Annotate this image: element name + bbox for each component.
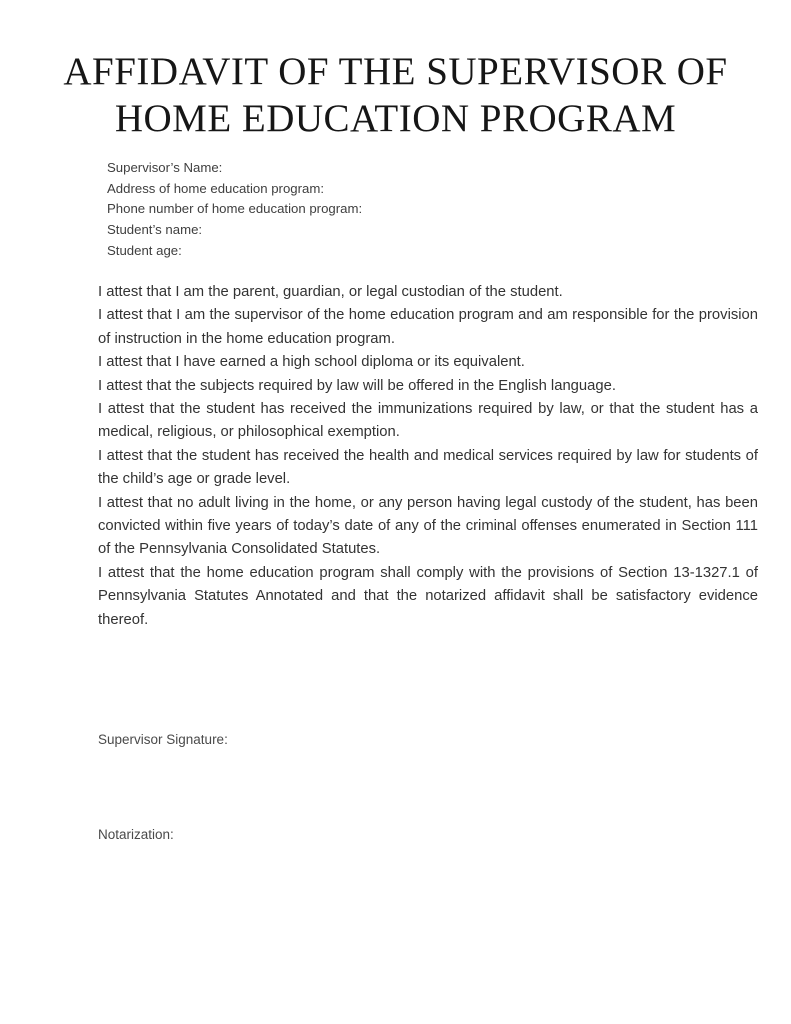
attestation-paragraph: I attest that I am the supervisor of the home education program and am responsible for the provision of instruction in the home education program.: [98, 307, 758, 347]
page-title-line-1: AFFIDAVIT OF THE SUPERVISOR OF: [63, 50, 728, 93]
field-label-student-age: Student age:: [107, 242, 182, 258]
field-label-list: [107, 158, 362, 262]
field-label-student-name: Student’s name:: [107, 222, 203, 238]
field-label-phone: Phone number of home education program:: [107, 201, 363, 217]
page-title: [0, 48, 791, 142]
attestation-paragraph: I attest that I have earned a high school diploma or its equivalent.: [98, 354, 525, 371]
attestation-section: [98, 281, 758, 632]
attestation-paragraph: I attest that the subjects required by law will be offered in the English language.: [98, 377, 616, 394]
attestation-paragraph: I attest that the student has received the health and medical services required by law for students of the child’s age or grade level.: [98, 447, 758, 488]
attestation-paragraph: I attest that the student has received the immunizations required by law, or that the student has a medical, religious, or philosophical exemption.: [98, 401, 758, 441]
page-title-line-2: HOME EDUCATION PROGRAM: [114, 97, 677, 140]
attestation-paragraph: I attest that no adult living in the home, or any person having legal custody of the student, has been convicted within five years of today’s date of any of the criminal offenses enumerated in Section 111 of the Pennsylvania Consolidated Statutes.: [98, 494, 758, 558]
notarization-label: Notarization:: [98, 827, 174, 842]
field-label-supervisor-name: Supervisor’s Name:: [107, 160, 223, 175]
field-label-address: Address of home education program:: [107, 180, 324, 196]
attestation-paragraph: I attest that I am the parent, guardian, or legal custodian of the student.: [98, 284, 563, 300]
attestation-paragraph: I attest that the home education program shall comply with the provisions of Section 13-1327.1 of Pennsylvania Statutes Annotated and that the notarized affidavit shall be satisfactory evidence thereof.: [98, 564, 758, 628]
supervisor-signature-label: Supervisor Signature:: [98, 732, 228, 747]
